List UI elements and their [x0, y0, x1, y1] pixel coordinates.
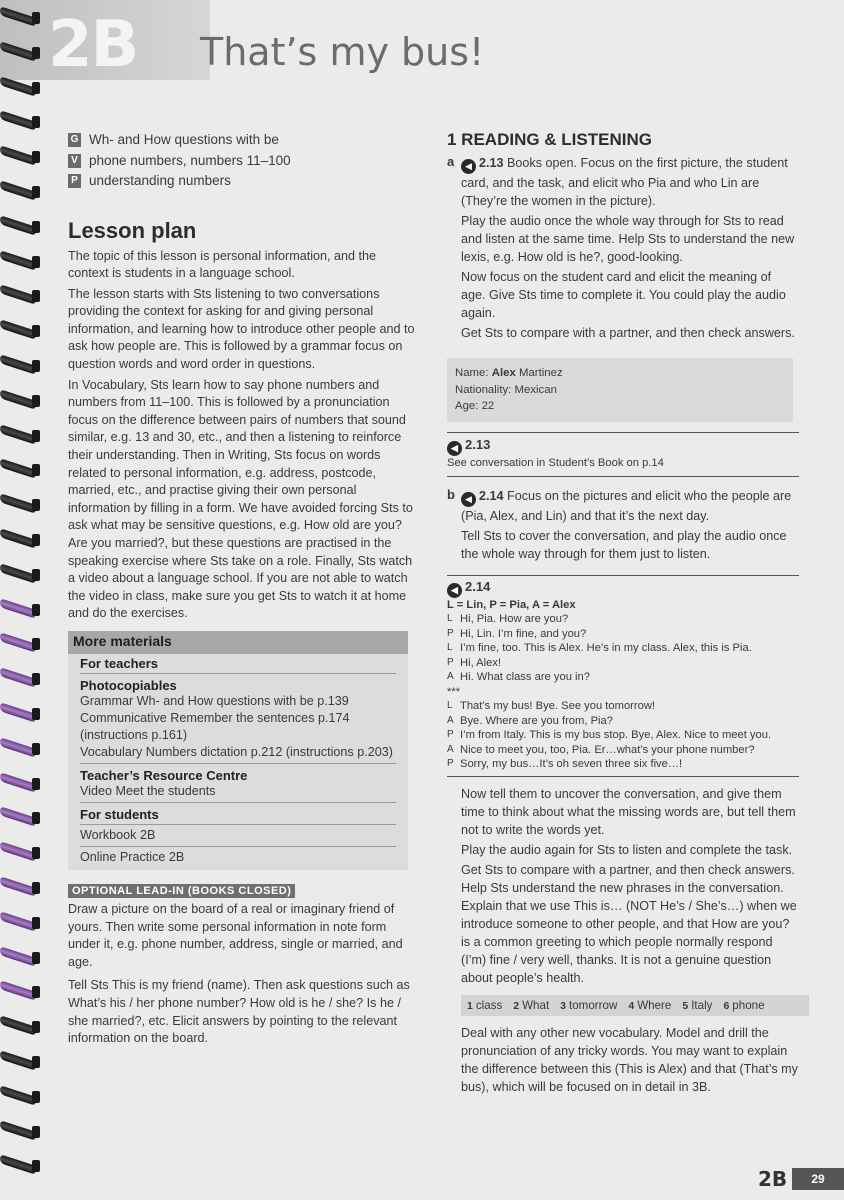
spiral-ring [0, 600, 44, 620]
lesson-plan-paragraph: In Vocabulary, Sts learn how to say phone numbers and numbers from 11–100. This is followed by a pronunciation focus on the difference between pairs of numbers that sound similar, e.g. 13 and 30, etc., and then a listening to reinforce their understanding. Then in Writing, Sts focus on words related to personal information, e.g. address, postcode, married, etc., and practise giving their own personal information by filling in a form. We have avoided forcing Sts to ask what may be sensitive questions, e.g. How old are you? Are you married?, but these questions are practised in the speaking exercise where Sts take on a role. Finally, Sts watch a video about a language school. If you are not able to watch the video in class, make sure you get Sts to watch it at home and do the exercises. [68, 377, 413, 621]
script-line [447, 743, 799, 758]
spiral-ring [0, 460, 44, 480]
instruction-paragraph: Play the audio once the whole way through for Sts to read and listen at the same time. Help Sts to understand the new lexis, e.g. How old is he?, good-looking. [461, 214, 795, 264]
speaker-label: L [447, 700, 453, 711]
lesson-plan-paragraph: The lesson starts with Sts listening to two conversations providing the context for asking for and giving personal information, and learning how to introduce other people and to ask how people are. This is followed by a grammar focus on question words and word order in questions. [68, 286, 415, 372]
spiral-ring [0, 530, 44, 550]
optional-lead-in-label: OPTIONAL LEAD-IN (BOOKS CLOSED) [68, 884, 295, 898]
divider [80, 846, 396, 847]
track-number: 2.13 [479, 156, 504, 170]
answer-item: 6 phone [723, 998, 765, 1012]
script-line [447, 656, 799, 671]
instruction-paragraph: Deal with any other new vocabulary. Model and drill the pronunciation of any tricky words. You may want to explain the difference between this (This is Alex) and that (That’s my bus), which will be focused on in detail in 3B. [461, 1025, 798, 1094]
spiral-ring [0, 147, 44, 167]
spiral-ring [0, 1087, 44, 1107]
answer-item: 2 What [513, 998, 550, 1012]
exercise-label: b [447, 486, 455, 502]
exercise-label: a [447, 154, 455, 169]
exercise-a: a ◀ 2.13 Books open. Focus on the first picture, the student card, and the task, and elicit who Pia and who Lin are (They’re the women in the picture). Play the audio once the whole way through for Sts to read and listen at the same time. Help Sts to understand the new lexis, e.g. How old is he?, good-looking. Now focus on the student card and elicit the meaning of age. Give Sts time to complete it. You could play the audio again. Get Sts to compare with a partner, and then check answers. [447, 154, 799, 344]
aim-vocabulary: V phone numbers, numbers 11–100 [68, 151, 418, 172]
speaker-text: Sorry, my bus…It’s oh seven three six five…! [460, 758, 683, 770]
spiral-ring [0, 43, 44, 63]
divider [80, 824, 396, 825]
speaker-text: Bye. Where are you from, Pia? [460, 714, 613, 727]
answer-item: 3 tomorrow [560, 998, 618, 1012]
spiral-ring [0, 286, 44, 306]
spiral-ring [0, 982, 44, 1002]
more-materials-box [68, 631, 408, 870]
lead-in-paragraph: Draw a picture on the board of a real or imaginary friend of yours. Then write some personal information in note form under it, e.g. phone number, address, single or married, and age. [68, 901, 403, 969]
spiral-ring [0, 1122, 44, 1142]
spiral-ring [0, 669, 44, 689]
spiral-ring [0, 808, 44, 828]
speaker-text: Hi, Pia. How are you? [460, 613, 569, 625]
spiral-ring [0, 948, 44, 968]
speaker-label: A [447, 671, 454, 682]
answer-item: 1 class [467, 998, 503, 1012]
section-heading: 1 READING & LISTENING [447, 130, 652, 149]
nationality-line: Nationality: Mexican [455, 383, 557, 396]
speaker-label: L [447, 642, 453, 653]
script-line [447, 757, 799, 772]
photocopiables-label: Photocopiables [80, 677, 177, 693]
answer-item: 4 Where [628, 998, 672, 1012]
divider [80, 763, 396, 764]
script-line [447, 714, 799, 729]
photocopiable-item: Vocabulary Numbers dictation p.212 (instructions p.203) [80, 744, 393, 759]
photocopiable-item: Grammar Wh- and How questions with be p.139 [80, 693, 349, 708]
speaker-text: Hi, Alex! [460, 656, 502, 669]
script-line [447, 670, 799, 685]
spiral-ring [0, 252, 44, 272]
lesson-code: 2B [48, 8, 138, 82]
instruction-paragraph: Get Sts to compare with a partner, and then check answers. [461, 326, 795, 340]
footer-lesson-code: 2B [758, 1167, 788, 1191]
speaker-label: A [447, 743, 454, 755]
audio-script-214: ◀ 2.14 L = Lin, P = Pia, A = Alex L Hi, Pia. How are you? P Hi, Lin. I’m fine, and you? L I’m fine, too. This is Alex. He’s in my class. Alex, this is Pia. P Hi, Alex! A Hi. What class are you in? *** L That’s my bus! Bye. See you tomorrow! A Bye. Where are you from, Pia? P I’m from Italy. This is my bus stop. Bye, Alex. Nice to meet you. A Nice to meet you, too, Pia. Er…what’s your phone number? P Sorry, my bus…It’s oh seven three six five…! [447, 575, 799, 777]
spiral-ring [0, 878, 44, 898]
instruction-paragraph: Now focus on the student card and elicit the meaning of age. Give Sts time to complete it. You could play the audio again. [461, 270, 786, 320]
exercise-b: b ◀ 2.14 Focus on the pictures and elicit who the people are (Pia, Alex, and Lin) and that it’s the next day. Tell Sts to cover the conversation, and play the audio once the whole way through for them just to listen. [447, 487, 799, 565]
speaker-label: L [447, 613, 453, 624]
spiral-ring [0, 78, 44, 98]
spiral-ring [0, 774, 44, 794]
aim-pronunciation: P understanding numbers [68, 171, 418, 192]
photocopiable-item: (instructions p.161) [80, 727, 188, 742]
speaker-text: Nice to meet you, too, Pia. Er…what’s your phone number? [460, 743, 755, 756]
speaker-label: A [447, 714, 454, 726]
divider [80, 802, 396, 803]
student-card: Name: Alex Martinez Nationality: Mexican Age: 22 [447, 358, 793, 422]
speaker-label: P [447, 758, 454, 769]
spiral-ring [0, 1156, 44, 1176]
audio-icon: ◀ [447, 583, 462, 598]
photocopiable-item: Communicative Remember the sentences p.174 [80, 710, 350, 725]
spiral-ring [0, 739, 44, 759]
spiral-ring [0, 356, 44, 376]
trc-label: Teacher’s Resource Centre [80, 767, 248, 783]
instruction-paragraph: Now tell them to uncover the conversation, and give them time to think about what the missing words are, but tell them not to write the words yet. [461, 786, 796, 837]
answer-item: 5 Italy [682, 998, 713, 1012]
speaker-text: That’s my bus! Bye. See you tomorrow! [460, 700, 656, 712]
instruction-paragraph: Play the audio again for Sts to listen and complete the task. [461, 842, 793, 857]
student-item: Workbook 2B [80, 827, 156, 842]
student-item: Online Practice 2B [80, 849, 185, 864]
spiral-ring [0, 112, 44, 132]
instruction-paragraph: Get Sts to compare with a partner, and then check answers. Help Sts understand the new phrases in the conversation. Explain that we use This is… (NOT He’s / She’s…) when we introduce someone to other people, and that How are you? is a common greeting to which people normally respond (I’m) fine / very well, thanks. It is not a genuine question about people’s health. [461, 862, 797, 985]
speaker-text: Hi, Lin. I’m fine, and you? [460, 627, 587, 640]
page-title: That’s my bus! [200, 30, 485, 74]
audio-icon: ◀ [447, 441, 462, 456]
speaker-text: Hi. What class are you in? [460, 671, 590, 683]
script-break: *** [447, 685, 461, 698]
spiral-ring [0, 321, 44, 341]
spiral-ring [0, 913, 44, 933]
speaker-text: I’m from Italy. This is my bus stop. Bye, Alex. Nice to meet you. [460, 729, 772, 741]
spiral-ring [0, 8, 44, 28]
script-line [447, 612, 799, 627]
spiral-ring [0, 495, 44, 515]
script-line [447, 699, 799, 714]
speaker-text: I’m fine, too. This is Alex. He’s in my class. Alex, this is Pia. [460, 642, 752, 654]
trc-item: Video Meet the students [80, 783, 216, 798]
spiral-ring [0, 1017, 44, 1037]
spiral-ring [0, 217, 44, 237]
divider [80, 673, 396, 674]
spiral-binding [0, 0, 44, 1200]
page-number: 29 [792, 1168, 844, 1190]
audio-icon: ◀ [461, 159, 476, 174]
aims-list [68, 130, 418, 192]
age-line: Age: 22 [455, 400, 495, 412]
right-column [447, 130, 799, 1098]
answer-key [461, 995, 809, 1016]
spiral-ring [0, 1052, 44, 1072]
left-column [68, 130, 418, 1051]
script-line [447, 728, 799, 743]
spiral-ring [0, 565, 44, 585]
lesson-plan-heading: Lesson plan [68, 217, 197, 243]
for-teachers-label: For teachers [80, 655, 159, 671]
speaker-label: P [447, 729, 454, 740]
lesson-plan-paragraph: The topic of this lesson is personal information, and the context is students in a language school. [68, 248, 377, 281]
exercise-b-continued [447, 785, 799, 1096]
audio-reference-213: ◀ 2.13 See conversation in Student’s Book on p.14 [447, 432, 799, 477]
speaker-label: P [447, 656, 454, 668]
script-line [447, 641, 799, 656]
instruction-paragraph: Tell Sts to cover the conversation, and play the audio once the whole way through for them just to listen. [461, 528, 787, 561]
speaker-label: P [447, 627, 454, 639]
script-key: L = Lin, P = Pia, A = Alex [447, 598, 576, 611]
audio-icon: ◀ [461, 492, 476, 507]
lead-in-paragraph: Tell Sts This is my friend (name). Then ask questions such as What’s his / her phone number? How old is he / she? Is he / she married?, etc. Elicit answers by pointing to the relevant information on the board. [68, 978, 410, 1046]
spiral-ring [0, 182, 44, 202]
aim-grammar: G Wh- and How questions with be [68, 130, 418, 151]
for-students-label: For students [80, 806, 159, 822]
spiral-ring [0, 391, 44, 411]
script-line [447, 627, 799, 642]
spiral-ring [0, 704, 44, 724]
spiral-ring [0, 634, 44, 654]
spiral-ring [0, 843, 44, 863]
materials-heading: More materials [68, 631, 408, 654]
spiral-ring [0, 426, 44, 446]
